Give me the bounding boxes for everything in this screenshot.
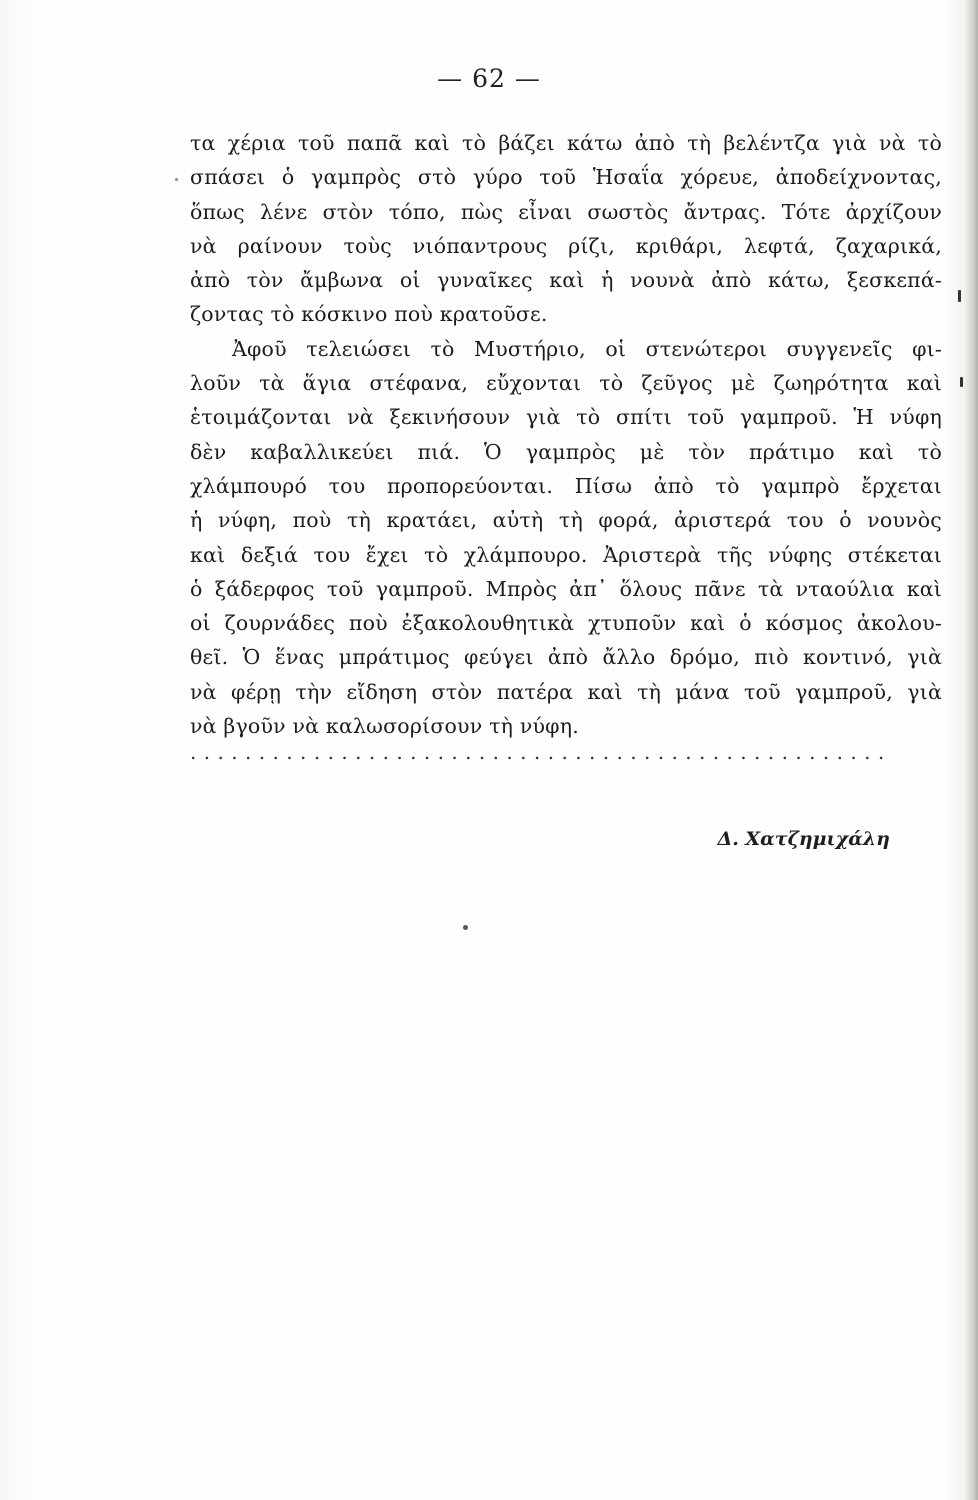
text-line: θεῖ. Ὁ ἕνας μπράτιμος φεύγει ἀπὸ ἄλλο δρόμο, πιὸ κοντινό, γιὰ	[190, 645, 942, 670]
text-line: νὰ βγοῦν νὰ καλωσορίσουν τὴ νύφη.	[190, 714, 579, 739]
text-line: καὶ δεξιά του ἔχει τὸ χλάμπουρο. Ἀριστερὰ τῆς νύφης στέκεται	[190, 542, 942, 567]
text-line: οἱ ζουρνάδες ποὺ ἐξακολουθητικὰ χτυποῦν καὶ ὁ κόσμος ἀκολου-	[190, 611, 942, 636]
page-edge-shadow	[964, 0, 978, 1500]
print-speck	[960, 377, 963, 387]
text-line: τα χέρια τοῦ παπᾶ καὶ τὸ βάζει κάτω ἀπὸ τὴ βελέντζα γιὰ νὰ τὸ	[190, 131, 942, 155]
text-line: ἀπὸ τὸν ἄμβωνα οἱ γυναῖκες καὶ ἡ νουνὰ ἀπὸ κάτω, ξεσκεπά-	[190, 268, 942, 293]
text-line: ὅπως λένε στὸν τόπο, πὼς εἶναι σωστὸς ἄντρας. Τότε ἀρχίζουν	[190, 199, 942, 224]
print-speck	[463, 925, 468, 930]
text-line: ἑτοιμάζονται νὰ ξεκινήσουν γιὰ τὸ σπίτι τοῦ γαμπροῦ. Ἡ νύφη	[190, 405, 942, 430]
body-text	[190, 126, 942, 743]
print-speck	[175, 178, 178, 181]
text-line: δὲν καβαλλικεύει πιά. Ὁ γαμπρὸς μὲ τὸν πράτιμο καὶ τὸ	[190, 439, 942, 464]
dotted-separator: ...................................................	[190, 740, 892, 764]
print-speck	[958, 290, 961, 302]
text-line: χλάμπουρό του προπορεύονται. Πίσω ἀπὸ τὸ γαμπρὸ ἔρχεται	[190, 473, 942, 498]
text-line: νὰ ραίνουν τοὺς νιόπαντρους ρίζι, κριθάρι, λεφτά, ζαχαρικά,	[190, 233, 942, 258]
text-line: ζοντας τὸ κόσκινο ποὺ κρατοῦσε.	[190, 302, 548, 327]
text-line: σπάσει ὁ γαμπρὸς στὸ γύρο τοῦ Ἡσαΐα χόρευε, ἀποδείχνοντας,	[190, 165, 942, 190]
text-line: λοῦν τὰ ἅγια στέφανα, εὔχονται τὸ ζεῦγος μὲ ζωηρότητα καὶ	[190, 371, 942, 396]
text-line: νὰ φέρῃ τὴν εἴδηση στὸν πατέρα καὶ τὴ μάνα τοῦ γαμπροῦ, γιὰ	[190, 679, 942, 704]
page-number: — 62 —	[437, 64, 541, 93]
author-signature: Δ. Χατζημιχάλη	[717, 828, 890, 850]
text-line: ἡ νύφη, ποὺ τὴ κρατάει, αὐτὴ τὴ φορά, ἀριστερά του ὁ νουνὸς	[190, 508, 942, 533]
text-line: Ἀφοῦ τελειώσει τὸ Μυστήριο, οἱ στενώτεροι συγγενεῖς φι-	[232, 336, 942, 361]
text-line: ὁ ξάδερφος τοῦ γαμπροῦ. Μπρὸς ἀπ᾿ ὅλους πᾶνε τὰ νταούλια καὶ	[190, 576, 942, 601]
